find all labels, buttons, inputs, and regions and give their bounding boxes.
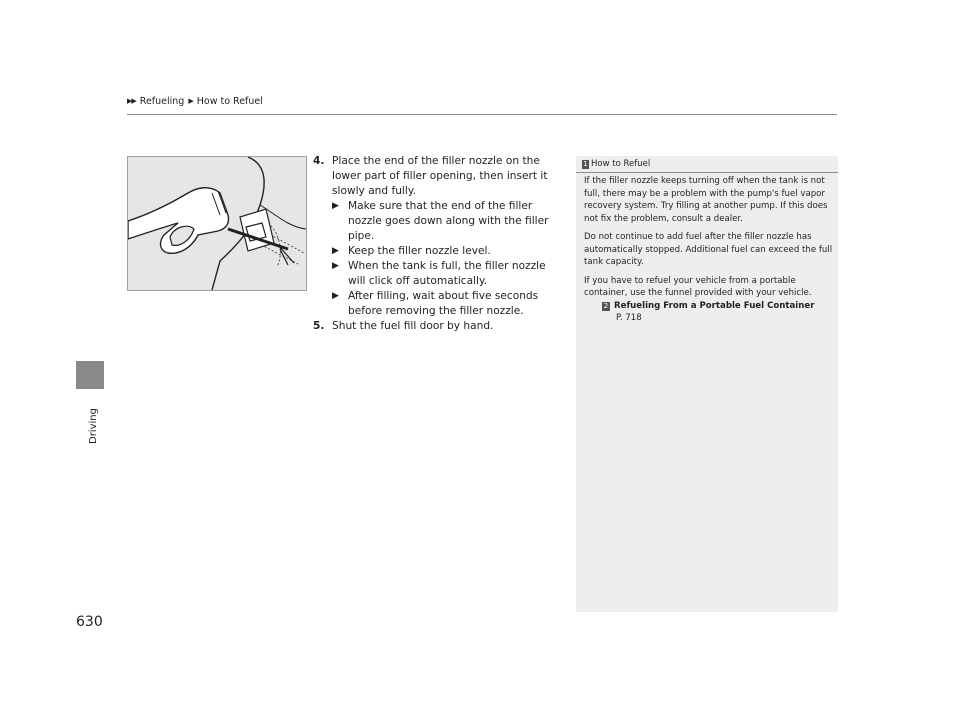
note-body (584, 175, 836, 325)
instruction-steps (313, 154, 563, 334)
cross-reference-link[interactable] (602, 300, 836, 313)
step-text: Place the end of the filler nozzle on the lower part of filler opening, then insert it slowly and fully. (332, 155, 548, 197)
note-rule (576, 172, 838, 173)
page-number: 630 (76, 614, 103, 630)
sub-step (332, 289, 563, 319)
note-title-text: How to Refuel (591, 159, 651, 169)
sub-step-text: Make sure that the end of the filler nozzle goes down along with the filler pipe. (348, 200, 549, 242)
note-paragraph: Do not continue to add fuel after the filler nozzle has automatically stopped. Additional fuel can exceed the full tank capacity. (584, 232, 833, 267)
arrow-right-icon: ▶ (332, 291, 339, 301)
note-paragraph: If the filler nozzle keeps turning off when the tank is not full, there may be a problem with the pump's fuel vapor recovery system. Try filling at another pump. If this does not fix the problem, consult a dealer. (584, 176, 828, 224)
fuel-nozzle-illustration (127, 156, 307, 291)
arrow-right-icon: ▶ (332, 246, 339, 256)
reference-page[interactable]: P. 718 (616, 313, 642, 323)
side-note-panel (576, 156, 838, 612)
sub-step (332, 259, 563, 289)
arrow-right-icon: ▶ (332, 261, 339, 271)
section-tab-label: Driving (88, 408, 99, 444)
breadcrumb-arrow-icon: ▶ (188, 97, 193, 105)
reference-title[interactable]: Refueling From a Portable Fuel Container (614, 300, 815, 311)
breadcrumb-arrow-icon: ▶▶ (127, 97, 136, 105)
sub-step-text: After filling, wait about five seconds before removing the filler nozzle. (348, 290, 539, 317)
fuel-nozzle-icon (128, 157, 306, 290)
note-paragraph: If you have to refuel your vehicle from a portable container, use the funnel provided with your vehicle. (584, 275, 812, 298)
sub-step-text: When the tank is full, the filler nozzle will click off automatically. (348, 260, 546, 287)
sub-step (332, 199, 563, 244)
step-text: Shut the fuel fill door by hand. (332, 320, 494, 332)
note-title (582, 158, 838, 170)
step-5 (313, 319, 563, 334)
section-tab-marker (76, 361, 104, 389)
breadcrumb-item-refueling[interactable]: Refueling (139, 95, 185, 107)
step-number: 5. (313, 320, 325, 332)
breadcrumb (127, 95, 263, 107)
note-marker-icon: 1 (583, 159, 588, 168)
sub-step-text: Keep the filler nozzle level. (348, 245, 491, 257)
header-rule (127, 114, 837, 115)
arrow-right-icon: ▶ (332, 201, 339, 211)
breadcrumb-item-how-to-refuel[interactable]: How to Refuel (196, 95, 263, 107)
reference-arrow-icon: 2 (603, 301, 609, 310)
step-number: 4. (313, 155, 325, 167)
sub-step (332, 244, 563, 259)
step-4 (313, 154, 563, 199)
